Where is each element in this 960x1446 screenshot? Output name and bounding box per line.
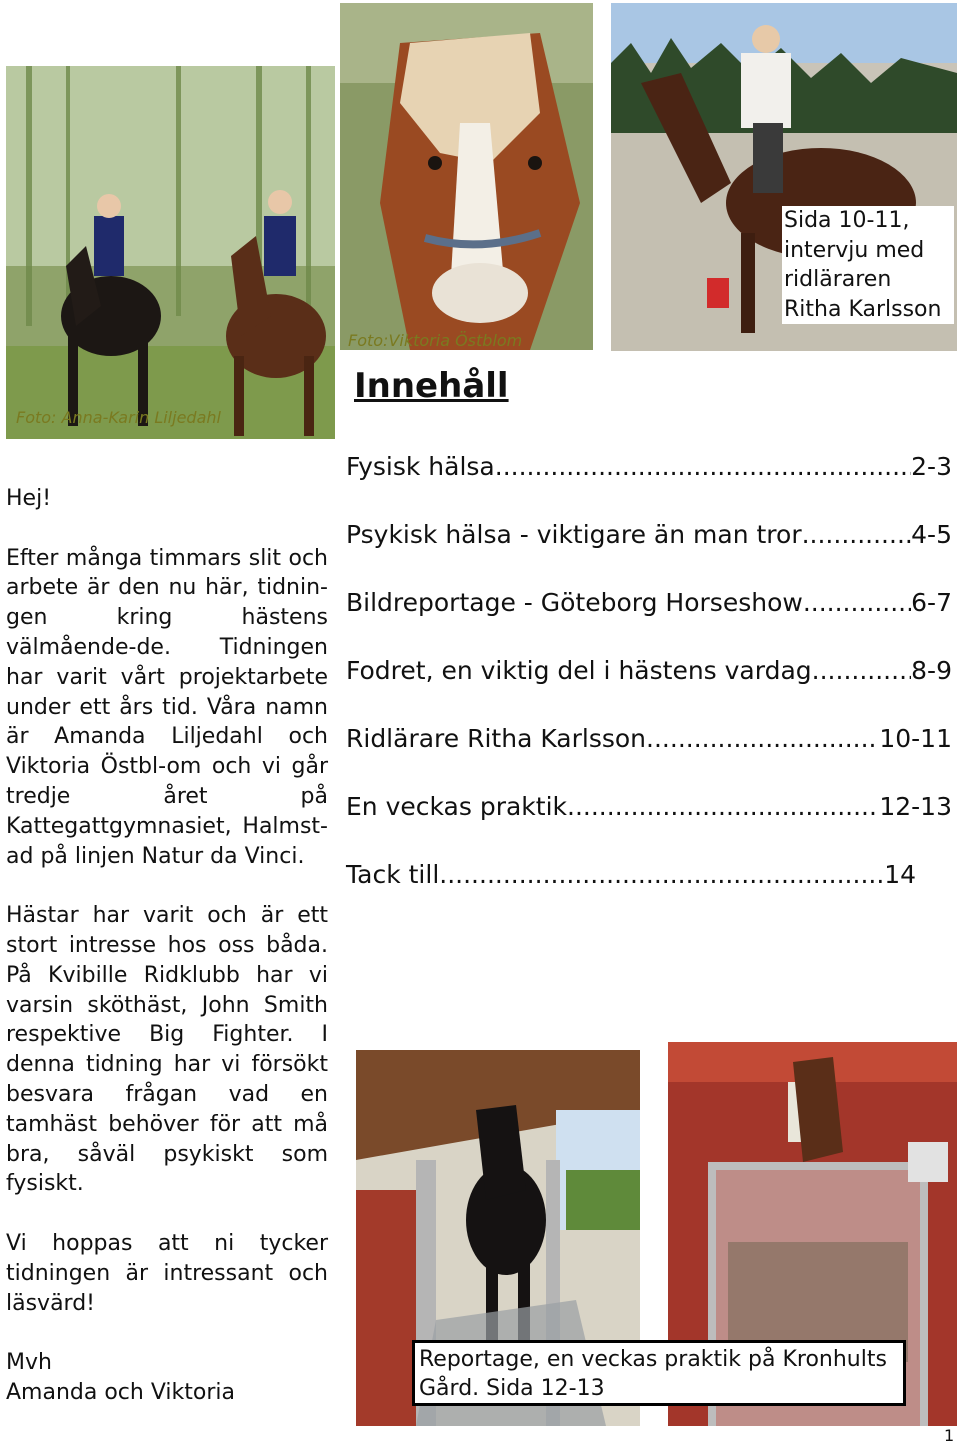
callout-line: Sida 10-11, — [784, 208, 910, 233]
toc-item — [346, 452, 952, 520]
callout-line: Reportage, en veckas praktik på Kronhults — [419, 1347, 887, 1372]
intro-paragraph-3: Vi hoppas att ni tycker tidningen är intressant och läsvärd! — [6, 1230, 328, 1316]
toc-item-page: 6-7 — [911, 588, 952, 617]
signoff: Mvh — [6, 1350, 52, 1376]
toc-item-label: Tack till — [346, 860, 440, 889]
callout-line: Gård. Sida 12-13 — [419, 1376, 605, 1401]
intro-paragraph-1: Efter många timmars slit och arbete är den nu här, tidnin-gen kring hästens välmående-de. Tidningen har varit vårt projektarbete under ett års tid. Våra namn är Amanda Liljedahl och Viktoria Östbl-om och vi går tredje året på Kattegattgymnasiet, Halmst-ad på linjen Natur da Vinci. — [6, 545, 328, 869]
table-of-contents — [346, 452, 952, 928]
toc-item-page: 4-5 — [911, 520, 952, 549]
toc-title: Innehåll — [354, 366, 509, 406]
callout-interview — [782, 206, 954, 324]
signoff-names: Amanda och Viktoria — [6, 1379, 235, 1405]
intro-paragraph-2: Hästar har varit och är ett stort intresse hos oss båda. På Kvibille Ridklubb har vi varsin sköthäst, John Smith respektive Big Fighter. I denna tidning har vi försökt besvara frågan vad en tamhäst behöver för att må bra, såväl psykiskt som fysiskt. — [6, 903, 328, 1197]
page-number: 1 — [944, 1426, 955, 1445]
callout-line: intervju med — [784, 237, 925, 263]
callout-line: ridläraren — [784, 267, 892, 292]
toc-item — [346, 860, 916, 928]
toc-item — [346, 520, 952, 588]
toc-item-page: 14 — [884, 860, 916, 889]
toc-item-page: 2-3 — [911, 452, 952, 481]
greeting: Hej! — [6, 486, 52, 511]
toc-item-label: Ridlärare Ritha Karlsson — [346, 724, 647, 753]
toc-item-page: 8-9 — [911, 656, 952, 685]
toc-item — [346, 656, 952, 724]
callout-line: Ritha Karlsson — [784, 296, 942, 322]
photo-caption: Foto: Anna-Karin Liljedahl — [16, 408, 221, 427]
callout-practice — [412, 1340, 906, 1406]
toc-item-label: En veckas praktik — [346, 792, 568, 821]
toc-item-page: 10-11 — [879, 724, 952, 753]
toc-item-label: Psykisk hälsa - viktigare än man tror — [346, 520, 802, 549]
toc-item-label: Bildreportage - Göteborg Horseshow — [346, 588, 803, 617]
toc-item — [346, 792, 952, 860]
intro-text — [6, 484, 328, 1408]
photo-pony — [340, 3, 593, 350]
toc-item-label: Fodret, en viktig del i hästens vardag — [346, 656, 812, 685]
toc-item — [346, 724, 952, 792]
toc-item — [346, 588, 952, 656]
toc-item-page: 12-13 — [879, 792, 952, 821]
photo-riders — [6, 66, 335, 439]
toc-item-label: Fysisk hälsa — [346, 452, 495, 481]
photo-caption: Foto:Viktoria Östblom — [348, 331, 523, 350]
